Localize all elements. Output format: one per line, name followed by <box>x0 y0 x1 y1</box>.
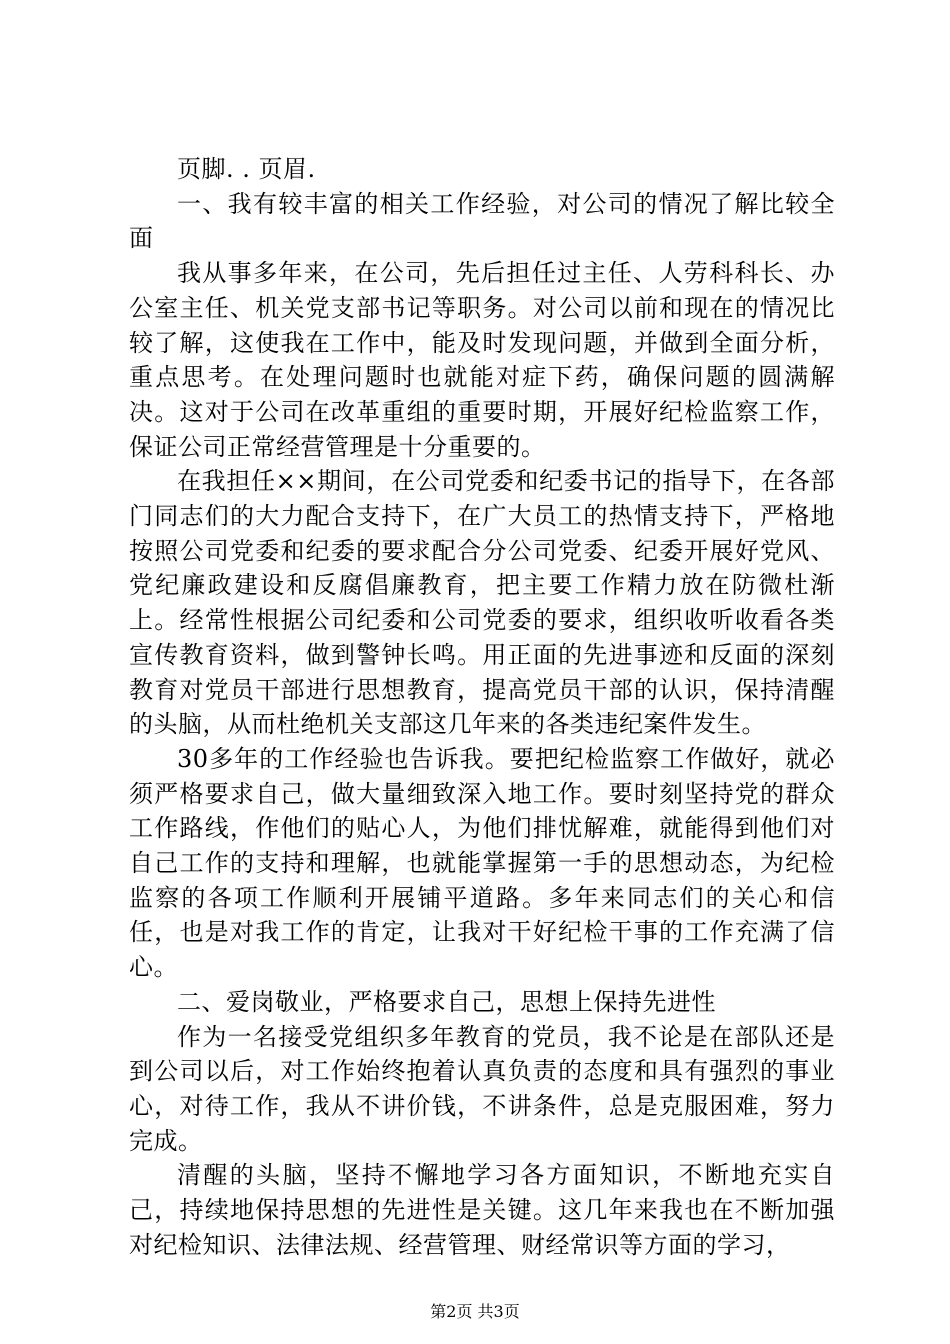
section-heading-2: 二、爱岗敬业，严格要求自己，思想上保持先进性 <box>177 987 716 1016</box>
page-number-footer: 第2页 共3页 <box>430 1302 520 1321</box>
body-paragraph: 在我担任××期间，在公司党委和纪委书记的指导下，在各部门同志们的大力配合支持下，在广大员工的热情支持下，严格地按照公司党委和纪委的要求配合分公司党委、纪委开展好党风、党纪廉政建设和反腐倡廉教育，把主要工作精力放在防微杜渐上。经常性根据公司纪委和公司党委的要求，组织收听收看各类宣传教育资料，做到警钟长鸣。用正面的先进事迹和反面的深刻教育对党员干部进行思想教育，提高党员干部的认识，保持清醒的头脑，从而杜绝机关支部这几年来的各类违纪案件发生。 <box>129 467 835 739</box>
body-paragraph: 30多年的工作经验也告诉我。要把纪检监察工作做好，就必须严格要求自己，做大量细致深入地工作。要时刻坚持党的群众工作路线，作他们的贴心人，为他们排忧解难，就能得到他们对自己工作的支持和理解，也就能掌握第一手的思想动态，为纪检监察的各项工作顺利开展铺平道路。多年来同志们的关心和信任，也是对我工作的肯定，让我对干好纪检干事的工作充满了信心。 <box>129 744 835 982</box>
body-paragraph: 我从事多年来，在公司，先后担任过主任、人劳科科长、办公室主任、机关党支部书记等职务。对公司以前和现在的情况比较了解，这使我在工作中，能及时发现问题，并做到全面分析，重点思考。在处理问题时也就能对症下药，确保问题的圆满解决。这对于公司在改革重组的重要时期，开展好纪检监察工作，保证公司正常经营管理是十分重要的。 <box>129 259 835 461</box>
body-paragraph: 作为一名接受党组织多年教育的党员，我不论是在部队还是到公司以后，对工作始终抱着认真负责的态度和具有强烈的事业心，对待工作，我从不讲价钱，不讲条件，总是克服困难，努力完成。 <box>129 1022 835 1155</box>
body-paragraph: 清醒的头脑，坚持不懈地学习各方面知识，不断地充实自己，持续地保持思想的先进性是关键。这几年来我也在不断加强对纪检知识、法律法规、经营管理、财经常识等方面的学习， <box>129 1161 835 1259</box>
document-body <box>129 152 835 1263</box>
section-heading-1: 一、我有较丰富的相关工作经验，对公司的情况了解比较全面 <box>129 189 835 253</box>
header-line: 页脚. . 页眉. <box>177 155 316 183</box>
